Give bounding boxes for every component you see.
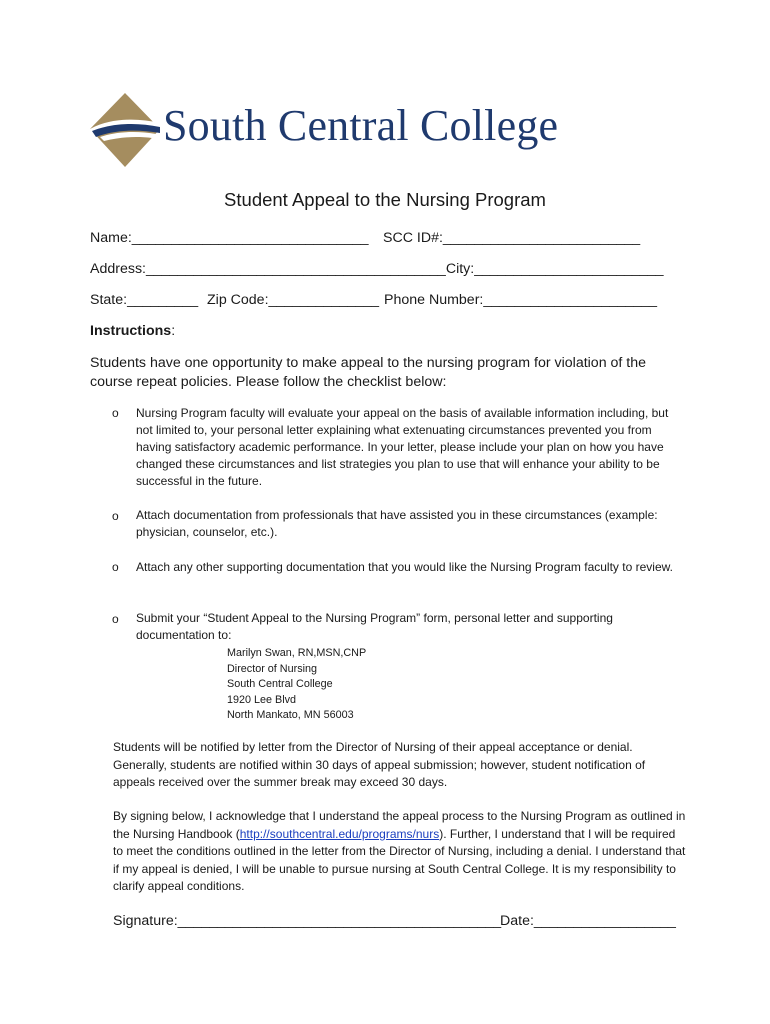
state-field[interactable]: State:_________	[90, 292, 199, 308]
address-line: Director of Nursing	[227, 662, 318, 675]
instructions-heading	[90, 323, 175, 339]
acknowledgement-paragraph	[113, 808, 688, 896]
college-logo-wordmark: South Central College	[163, 101, 559, 150]
checklist-item-supporting-docs: Attach any other supporting documentation that you would like the Nursing Program faculty to review.	[136, 560, 673, 574]
bullet-marker: o	[112, 509, 119, 523]
address-line: Marilyn Swan, RN,MSN,CNP	[227, 647, 367, 659]
instructions-heading-colon: :	[171, 323, 176, 339]
nursing-handbook-link[interactable]: http://southcentral.edu/programs/nurs	[239, 826, 440, 841]
signature-field[interactable]: Signature:_________________________________________	[113, 913, 502, 929]
bullet-marker: o	[112, 612, 119, 626]
mailing-address	[227, 646, 366, 724]
checklist-item-submit: Submit your “Student Appeal to the Nursing Program” form, personal letter and supporting documentation to:	[136, 611, 613, 642]
address-line: 1920 Lee Blvd	[227, 693, 297, 706]
address-city-field[interactable]: Address:______________________________________City:________________________	[90, 261, 664, 277]
bullet-marker: o	[112, 560, 119, 574]
zip-code-field[interactable]: Zip Code:______________	[207, 292, 379, 308]
bullet-marker: o	[112, 406, 119, 420]
phone-number-field[interactable]: Phone Number:______________________	[384, 292, 657, 308]
address-line: South Central College	[227, 678, 333, 691]
form-title: Student Appeal to the Nursing Program	[224, 189, 546, 210]
instructions-intro: Students have one opportunity to make appeal to the nursing program for violation of the course repeat policies. Please follow the checklist below:	[90, 355, 647, 390]
instructions-heading-text: Instructions	[90, 323, 172, 339]
college-logo-icon	[90, 93, 160, 167]
acknowledgement-text-end: ). Further, I understand that I will be required to meet the conditions outlined in the letter from the Director of Nursing, including a denial. I understand that if my appeal is denied, I will be unable to pursue nursing at South Central College. It is my responsibility to clarify appeal conditions.	[113, 826, 686, 893]
notification-paragraph: Students will be notified by letter from the Director of Nursing of their appeal acceptance or denial. Generally, students are notified within 30 days of appeal submission; however, student notification of appeals received over the summer break may exceed 30 days.	[113, 740, 646, 789]
acknowledgement-text-start: By signing below, I acknowledge that I understand the appeal process to the Nursing Program as outlined in the Nursing Handbook (	[113, 809, 686, 841]
checklist-item-documentation: Attach documentation from professionals that have assisted you in these circumstances (example: physician, counselor, etc.).	[136, 508, 658, 539]
scc-id-field[interactable]: SCC ID#:_________________________	[383, 230, 641, 246]
date-field[interactable]: Date:__________________	[500, 913, 676, 929]
address-line: North Mankato, MN 56003	[227, 709, 354, 722]
checklist-item-evaluation: Nursing Program faculty will evaluate your appeal on the basis of available information including, but not limited to, your personal letter explaining what extenuating circumstances prevented you from having satisfactory academic performance. In your letter, please include your plan on how you have changed these circumstances and list strategies you plan to use that will enhance your ability to be successful in the future.	[136, 406, 669, 488]
name-field[interactable]: Name:______________________________	[90, 230, 369, 246]
